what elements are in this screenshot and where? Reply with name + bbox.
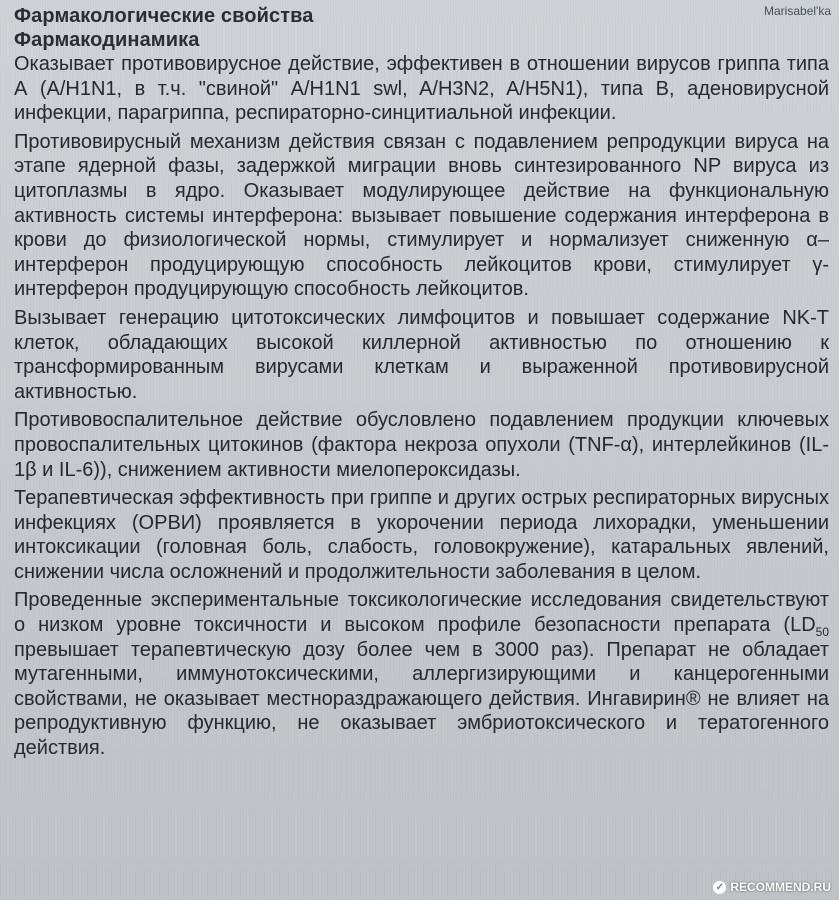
paragraph-therapeutic-efficacy: Терапевтическая эффективность при гриппе и других острых респираторных вирусных инфекциях (ОРВИ) проявляется в укорочении периода лихорадки, уменьшении интоксикации (головная боль, слабость, головокружение), катаральных явлений, снижении числа осложнений и продолжительности заболевания в целом.: [14, 487, 829, 583]
toxicology-text-part2: превышает терапевтическую дозу более чем в 3000 раз). Препарат не обладает мутагенными, иммунотоксическими, аллергизирующими и канцерогенными свойствами, не оказывает местнораздражающего действия. Ингавирин® не влияет на репродуктивную функцию, не оказывает эмбриотоксического и тератогенного действия.: [14, 638, 829, 760]
paragraph-mechanism: Противовирусный механизм действия связан с подавлением репродукции вируса на этапе ядерной фазы, задержкой миграции вновь синтезированного NP вируса из цитоплазмы в ядро. Оказывает модулирующее действие на функциональную активность системы интерферона: вызывает повышение содержания интерферона в крови до физиологической нормы, стимулирует и нормализует сниженную α–интерферон продуцирующую способность лейкоцитов крови, стимулирует γ- интерферон продуцирующую способность лейкоцитов.: [14, 130, 829, 301]
subsection-heading: Фармакодинамика: [14, 29, 200, 51]
paragraph-antiviral-action: Оказывает противовирусное действие, эффективен в отношении вирусов гриппа типа А (A/H1N1, в т.ч. "свиной" A/H1N1 swl, A/H3N2, A/H5N1), типа В, аденовирусной инфекции, парагриппа, респираторно-синцитиальной инфекции.: [14, 53, 829, 125]
recommend-logo-icon: ✓: [713, 881, 726, 894]
ld50-subscript: 50: [815, 625, 829, 640]
paragraph-lymphocytes: Вызывает генерацию цитотоксических лимфоцитов и повышает содержание NK-T клеток, обладающих высокой киллерной активностью по отношению к трансформированным вирусами клеткам и выраженной противовирусной активностью.: [14, 306, 829, 403]
author-watermark: Marisabel'ka: [764, 4, 831, 18]
site-watermark-text: RECOMMEND.RU: [730, 880, 831, 894]
paragraph-anti-inflammatory: Противовоспалительное действие обусловлено подавлением продукции ключевых провоспалительных цитокинов (фактора некроза опухоли (TNF-α), интерлейкинов (IL-1β и IL-6)), снижением активности миелопероксидазы.: [14, 409, 829, 481]
section-heading: Фармакологические свойства: [14, 5, 314, 27]
paragraph-toxicology: [14, 588, 829, 760]
site-watermark: [713, 880, 831, 894]
toxicology-text-part1: Проведенные экспериментальные токсикологические исследования свидетельствуют о низком уровне токсичности и высоком профиле безопасности препарата (LD: [14, 589, 829, 637]
